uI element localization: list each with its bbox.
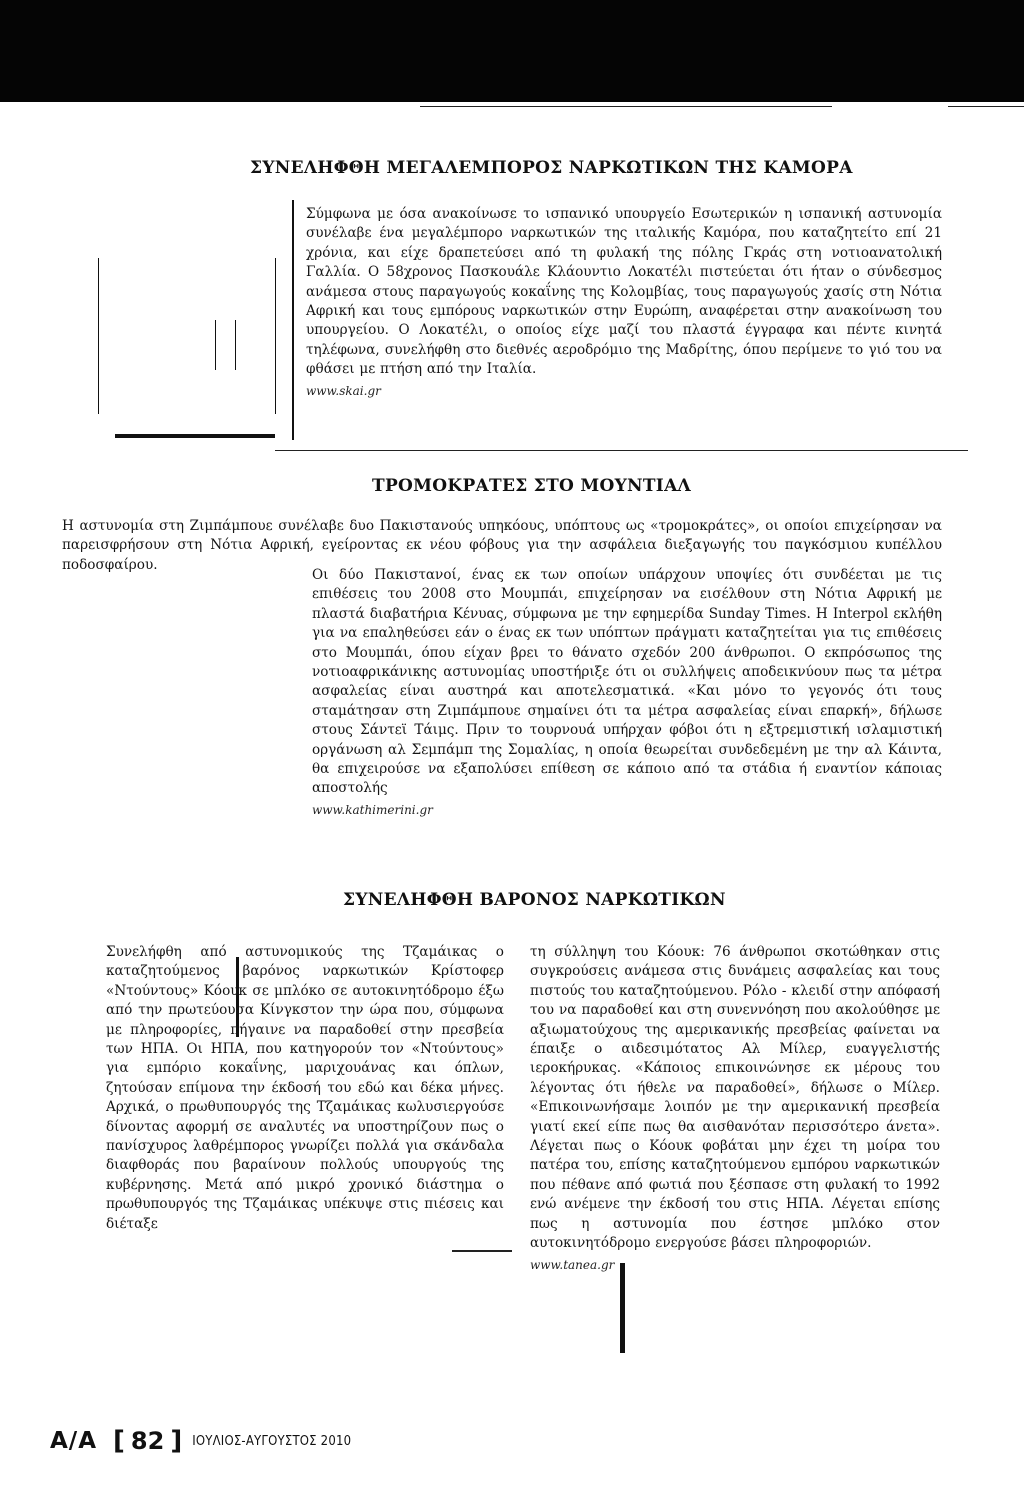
article2-body-wide: Η αστυνομία στη Ζιμπάμπουε συνέλαβε δυο Πακιστανούς υπηκόους, υπόπτους ως «τρομοκράτες», οι οποίοι επιχείρησαν να παρεισφρήσουν στη Νότια Αφρική, εγείροντας εκ νέου φόβους για την ασφάλεια διεξαγωγής του παγκόσμιου κυπέλλου ποδοσφαίρου. [62, 518, 942, 573]
article1-side-rule-4 [275, 258, 276, 414]
article3-right-text: τη σύλληψη του Κόουκ: 76 άνθρωποι σκοτώθηκαν στις συγκρούσεις ανάμεσα στις δυνάμεις ασφαλείας και τους πιστούς του καταζητούμενου. Ρόλο - κλειδί στην απόφασή του να παραδοθεί και στη συνεννόηση που ακολούθησε με αξιωματούχους της αμερικανικής πρεσβείας φαίνεται να έπαιξε ο αιδεσιμότατος Αλ Μίλερ, ευαγγελιστής ιεροκήρυκας. «Κάποιος επικοινώνησε εκ μέρους του λέγοντας ότι ήθελε να παραδοθεί», δήλωσε ο Μίλερ. «Επικοινωνήσαμε λοιπόν με την αμερικανική πρεσβεία γιατί εκεί είπε πως θα αισθανόταν περισσότερο άνετα». Λέγεται πως ο Κόουκ φοβάται μην έχει τη μοίρα του πατέρα του, επίσης καταζητούμενου εμπόρου ναρκωτικών που πέθανε από φωτιά που ξέσπασε στη φυλακή το 1992 ενώ ανέμενε την έκδοσή του στις ΗΠΑ. Λέγεται επίσης πως η αστυνομία που έστησε μπλόκο στον αυτοκινητόδρομο ενεργούσε βάσει πληροφοριών. [530, 944, 940, 1252]
article1-bottom-thin-rule [275, 450, 968, 451]
footer-bracket-close: ] [170, 1426, 183, 1456]
page-footer [50, 1426, 351, 1456]
footer-bracket-open: [ [113, 1426, 125, 1456]
top-rule-right [948, 106, 1024, 107]
article1-source: www.skai.gr [306, 383, 381, 398]
footer-issue-date: ΙΟΥΛΙΟΣ-ΑΥΓΟΥΣΤΟΣ 2010 [192, 1433, 352, 1449]
footer-page-number: 82 [130, 1427, 165, 1455]
article1-left-accent-bar [292, 200, 294, 440]
article3-mid-rule [452, 1250, 512, 1252]
article1-bottom-thick-rule [115, 434, 275, 438]
article1-text: Σύμφωνα με όσα ανακοίνωσε το ισπανικό υπουργείο Εσωτερικών η ισπανική αστυνομία συνέλαβε ένα μεγαλέμπορο ναρκωτικών της ιταλικής Καμόρα, που καταζητείτο επί 21 χρόνια, και είχε δραπετεύσει από τη φυλακή της πόλης Γκράς στη νοτιοανατολική Γαλλία. Ο 58χρονος Πασκουάλε Κλάουντιο Λοκατέλι πιστεύεται ότι ήταν ο σύνδεσμος ανάμεσα στους παραγωγούς κοκαΐνης της Κολομβίας, τους παραγωγούς χασίς στη Νότια Αφρική και τους εμπόρους ναρκωτικών στην Ευρώπη, αναφέρεται στην ανακοίνωση του υπουργείου. Ο Λοκατέλι, ο οποίος είχε μαζί του πλαστά έγγραφα και πέντε κινητά τηλέφωνα, συνελήφθη στο διεθνές αεροδρόμιο της Μαδρίτης, όπου περίμενε το γιό του να φθάσει με πτήση από την Ιταλία. [306, 206, 942, 378]
top-rule-left [420, 106, 832, 107]
article1-side-rule-2 [215, 320, 216, 370]
article2-title: ΤΡΟΜΟΚΡΑΤΕΣ ΣΤΟ ΜΟΥΝΤΙΑΛ [372, 476, 692, 496]
article3-accent-bar-right [620, 1263, 625, 1353]
article3-left-column: Συνελήφθη από αστυνομικούς της Τζαμάικας ο καταζητούμενος βαρόνος ναρκωτικών Κρίστοφερ «Ντούντους» Κόουκ σε μπλόκο σε αυτοκινητόδρομο έξω από την πρωτεύουσα Κίνγκστον την ώρα που, σύμφωνα με πληροφορίες, πήγαινε να παραδοθεί στην πρεσβεία των ΗΠΑ. Οι ΗΠΑ, που κατηγορούν τον «Ντούντους» για εμπόριο κοκαΐνης, μαριχουάνας και όπλων, ζητούσαν επίμονα την έκδοσή του εδώ και δέκα μήνες. Αρχικά, ο πρωθυπουργός της Τζαμάικας κωλυσιεργούσε δίνοντας αφορμή σε αναλυτές να υποστηρίζουν πως ο πανίσχυρος λαθρέμπορος γνωρίζει πολλά για σκάνδαλα διαφθοράς που βαραίνουν πολλούς υπουργούς της κυβέρνησης. Μετά από μικρό χρονικό διάστημα ο πρωθυπουργός της Τζαμάικας υπέκυψε στις πιέσεις και διέταξε [106, 944, 504, 1232]
article1-body [306, 205, 942, 401]
article3-title: ΣΥΝΕΛΗΦΘΗ ΒΑΡΟΝΟΣ ΝΑΡΚΩΤΙΚΩΝ [343, 890, 726, 910]
article2-body-narrow [312, 566, 942, 820]
article1-side-rule-1 [98, 258, 99, 414]
article2-text-narrow: Οι δύο Πακιστανοί, ένας εκ των οποίων υπάρχουν υποψίες ότι συνδέεται με τις επιθέσεις του 2008 στο Μουμπάι, επιχείρησαν να εισέλθουν στη Νότια Αφρική με πλαστά διαβατήρια Κένυας, σύμφωνα με την εφημερίδα Sunday Times. Η Interpol εκλήθη για να επαληθεύσει εάν ο ένας εκ των υπόπτων πράγματι καταζητείται για τις επιθέσεις στο Μουμπάι, όπου είχαν βρει το θάνατο σχεδόν 200 άνθρωποι. Ο εκπρόσωπος της νοτιοαφρικάνικης αστυνομίας υποστήριξε ότι οι συλλήψεις αποδεικνύουν πως τα μέτρα ασφαλείας είναι αυστηρά και αποτελεσματικά. «Και μόνο το γεγονός ότι τους σταμάτησαν στη Ζιμπάμπουε σημαίνει ότι τα μέτρα ασφαλείας είναι επαρκή», δήλωσε στους Σάντεϊ Τάιμς. Πριν το τουρνουά υπήρχαν φόβοι ότι η εξτρεμιστική ισλαμιστική οργάνωση αλ Σεμπάμπ της Σομαλίας, η οποία θεωρείται συνδεδεμένη με την αλ Κάιντα, θα επιχειρούσε να εξαπολύσει επίθεση σε κάποιο από τα στάδια ή εναντίον κάποιας αποστολής [312, 567, 942, 797]
article3-source: www.tanea.gr [530, 1257, 615, 1272]
article1-side-rule-3 [235, 320, 236, 370]
article2-source: www.kathimerini.gr [312, 802, 433, 817]
article1-title: ΣΥΝΕΛΗΦΘΗ ΜΕΓΑΛΕΜΠΟΡΟΣ ΝΑΡΚΩΤΙΚΩΝ ΤΗΣ ΚΑΜΟΡΑ [250, 158, 853, 178]
footer-brand: Α/Α [50, 1428, 98, 1454]
article3-right-column [530, 943, 940, 1275]
top-black-band [0, 0, 1024, 102]
